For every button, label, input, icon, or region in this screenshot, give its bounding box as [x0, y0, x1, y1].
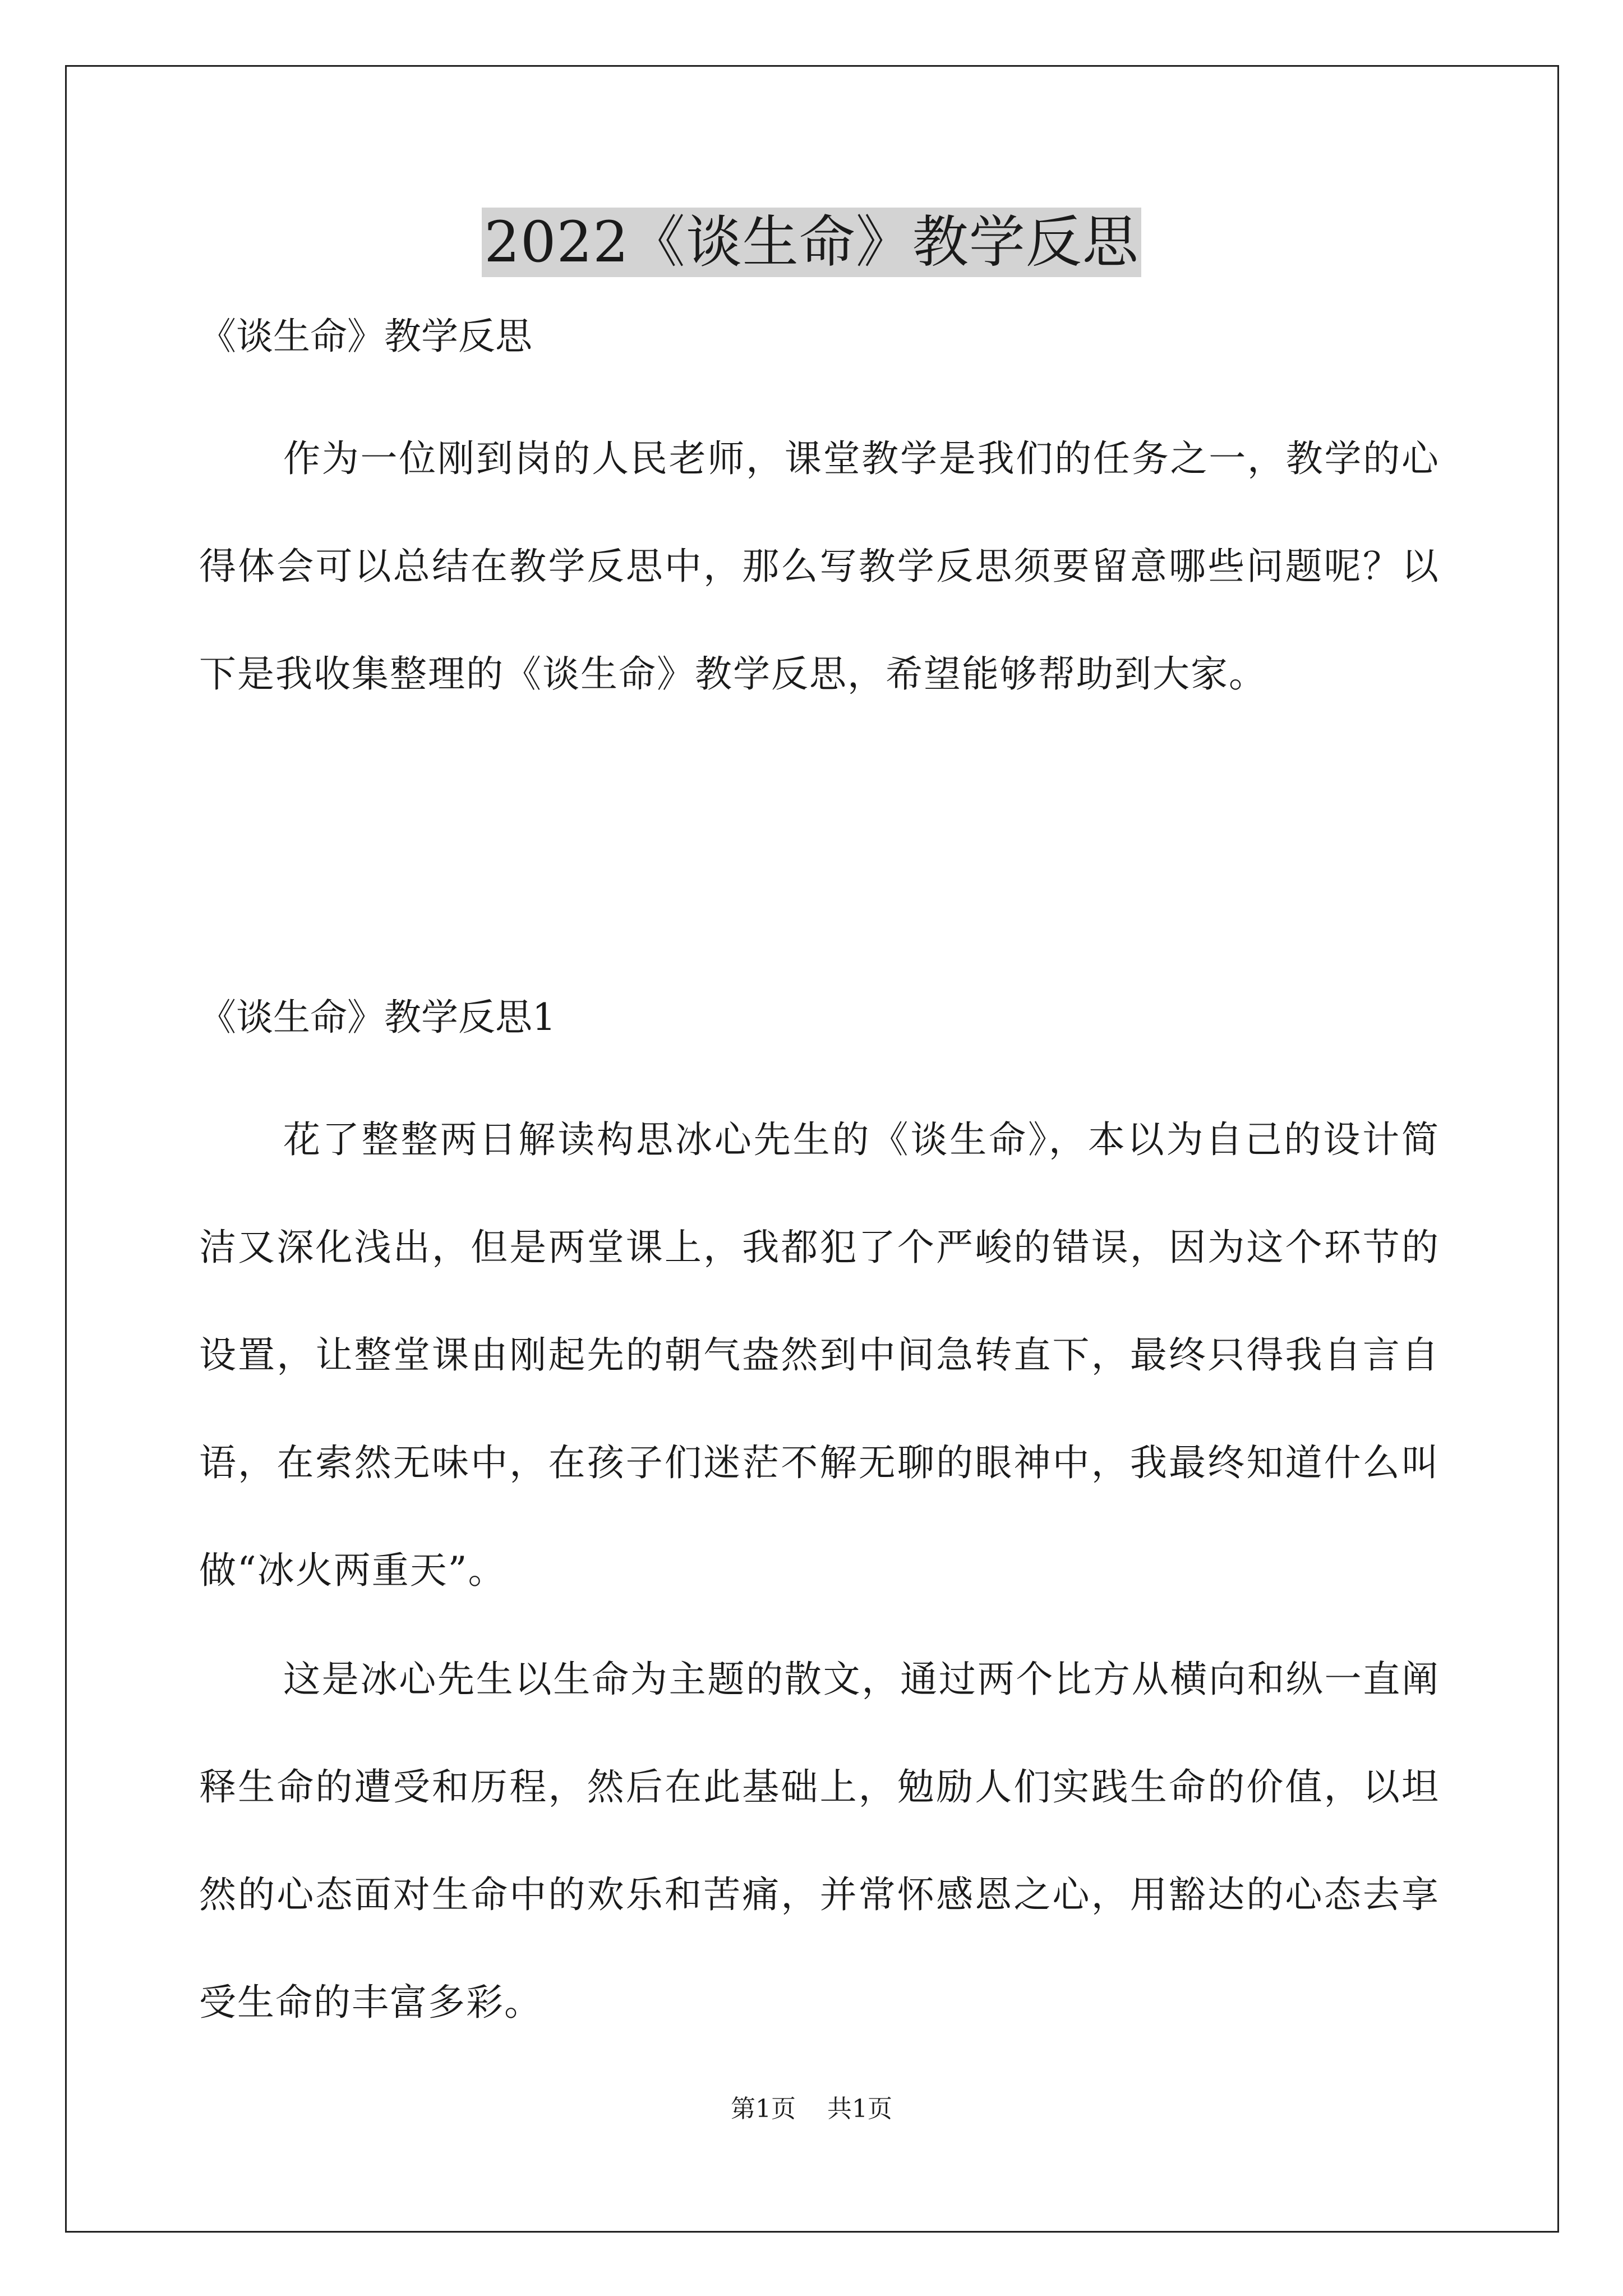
page-footer: [0, 2092, 1623, 2126]
page-number-current: 第1页: [731, 2095, 796, 2123]
section-1-heading: 《谈生命》教学反思1: [199, 996, 556, 1039]
page-number-total: 共1页: [827, 2095, 892, 2123]
intro-heading: 《谈生命》教学反思: [199, 315, 532, 358]
intro-paragraph: 作为一位刚到岗的人民老师，课堂教学是我们的任务之一，教学的心得体会可以总结在教学反思中，那么写教学反思须要留意哪些问题呢？以下是我收集整理的《谈生命》教学反思，希望能够帮助到大家。: [199, 437, 1440, 696]
title-container: [0, 208, 1623, 277]
section-1-paragraph-2: 这是冰心先生以生命为主题的散文，通过两个比方从横向和纵一直阐释生命的遭受和历程，然后在此基础上，勉励人们实践生命的价值，以坦然的心态面对生命中的欢乐和苦痛，并常怀感恩之心，用豁达的心态去享受生命的丰富多彩。: [199, 1658, 1440, 2024]
section-1-paragraph-1: 花了整整两日解读构思冰心先生的《谈生命》，本以为自己的设计简洁又深化浅出，但是两堂课上，我都犯了个严峻的错误，因为这个环节的设置，让整堂课由刚起先的朝气盎然到中间急转直下，最终只得我自言自语，在索然无味中，在孩子们迷茫不解无聊的眼神中，我最终知道什么叫做“冰火两重天”。: [199, 1118, 1440, 1592]
document-title: 2022《谈生命》教学反思: [482, 208, 1141, 277]
